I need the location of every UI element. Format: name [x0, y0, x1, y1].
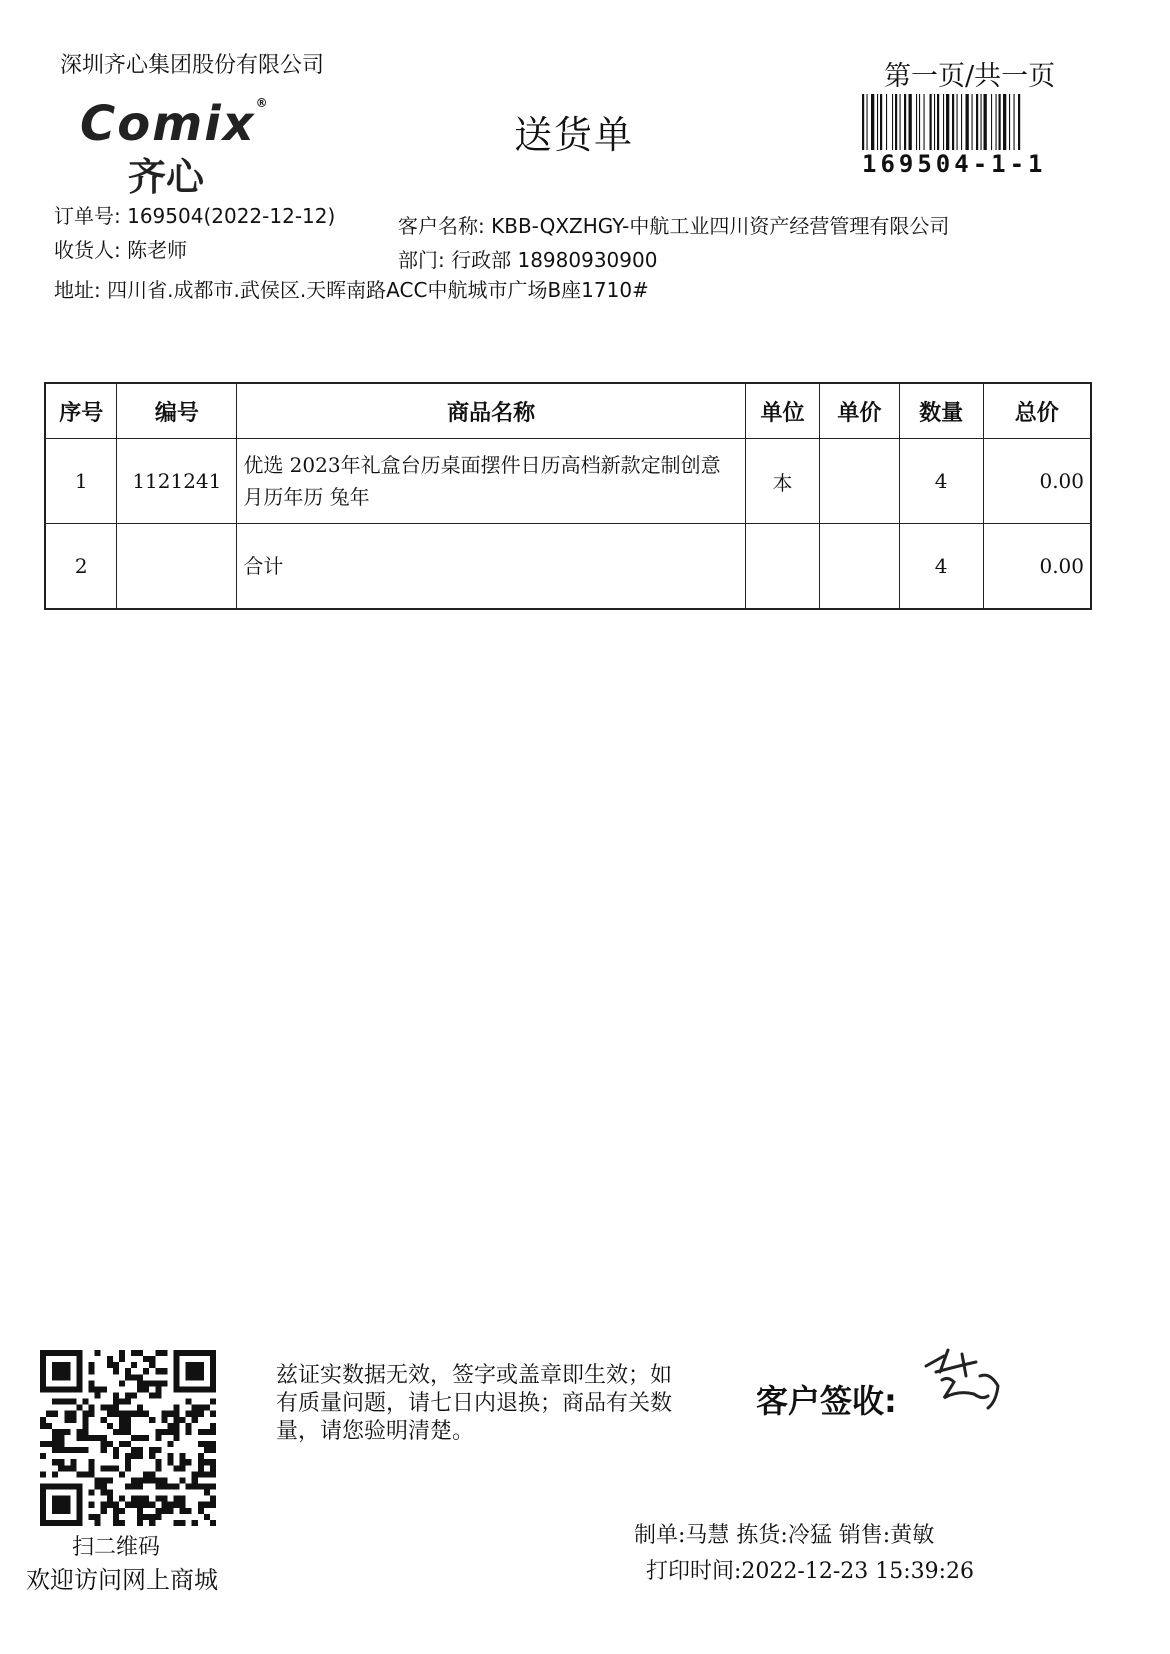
cell-qty: 4 [899, 524, 983, 610]
logo-wordmark: Comix® [80, 96, 270, 152]
cell-seq: 1 [45, 439, 117, 524]
barcode [862, 94, 1070, 150]
page-indicator: 第一页/共一页 [884, 61, 1056, 92]
notice-text: 兹证实数据无效，签字或盖章即生效；如有质量问题，请七日内退换；商品有关数量，请您验明清楚。 [276, 1363, 673, 1444]
document-title: 送货单 [514, 113, 635, 157]
customer-field [398, 210, 949, 239]
customer-label: 客户名称: [398, 214, 485, 238]
company-name: 深圳齐心集团股份有限公司 [60, 53, 325, 78]
customer-value: KBB-QXZHGY-中航工业四川资产经营管理有限公司 [491, 214, 950, 238]
receiver-value: 陈老师 [127, 238, 188, 262]
cell-seq: 2 [45, 524, 117, 610]
table-row [45, 524, 1091, 610]
col-header-total: 总价 [983, 383, 1091, 439]
col-header-seq: 序号 [45, 383, 117, 439]
department-field [398, 244, 657, 273]
qr-caption-mall: 欢迎访问网上商城 [26, 1566, 218, 1594]
cell-total: 0.00 [983, 524, 1091, 610]
address-label: 地址: [54, 278, 101, 302]
cell-qty: 4 [899, 439, 983, 524]
col-header-code: 编号 [117, 383, 237, 439]
items-table [44, 382, 1092, 610]
table-header-row [45, 383, 1091, 439]
customer-signature [918, 1346, 1008, 1416]
qr-code[interactable] [40, 1350, 216, 1526]
print-time: 打印时间:2022-12-23 15:39:26 [646, 1559, 975, 1584]
col-header-price: 单价 [819, 383, 899, 439]
order-number-field [54, 200, 335, 229]
customer-sign-label: 客户签收: [756, 1382, 897, 1420]
cell-code: 1121241 [117, 439, 237, 524]
cell-price [819, 524, 899, 610]
address-field [54, 274, 649, 303]
order-number-label: 订单号: [54, 204, 121, 228]
cell-unit: 本 [746, 439, 820, 524]
company-logo [80, 96, 300, 199]
logo-chinese: 齐心 [128, 155, 205, 199]
receiver-field [54, 234, 187, 263]
receiver-label: 收货人: [54, 238, 121, 262]
barcode-number: 169504-1-1 [862, 150, 1047, 178]
order-number-value: 169504(2022-12-12) [127, 204, 336, 228]
department-label: 部门: [398, 248, 445, 272]
cell-unit [746, 524, 820, 610]
address-value: 四川省.成都市.武侯区.天晖南路ACC中航城市广场B座1710# [107, 278, 649, 302]
cell-code [117, 524, 237, 610]
qr-caption: 扫二维码 [72, 1535, 161, 1560]
col-header-unit: 单位 [746, 383, 820, 439]
cell-name: 合计 [237, 524, 746, 610]
cell-total: 0.00 [983, 439, 1091, 524]
table-row [45, 439, 1091, 524]
department-value: 行政部 18980930900 [451, 248, 658, 272]
col-header-name: 商品名称 [237, 383, 746, 439]
cell-price [819, 439, 899, 524]
cell-name: 优选 2023年礼盒台历桌面摆件日历高档新款定制创意月历年历 兔年 [237, 439, 746, 524]
col-header-qty: 数量 [899, 383, 983, 439]
staff-info: 制单:马慧 拣货:冷猛 销售:黄敏 [634, 1523, 935, 1548]
